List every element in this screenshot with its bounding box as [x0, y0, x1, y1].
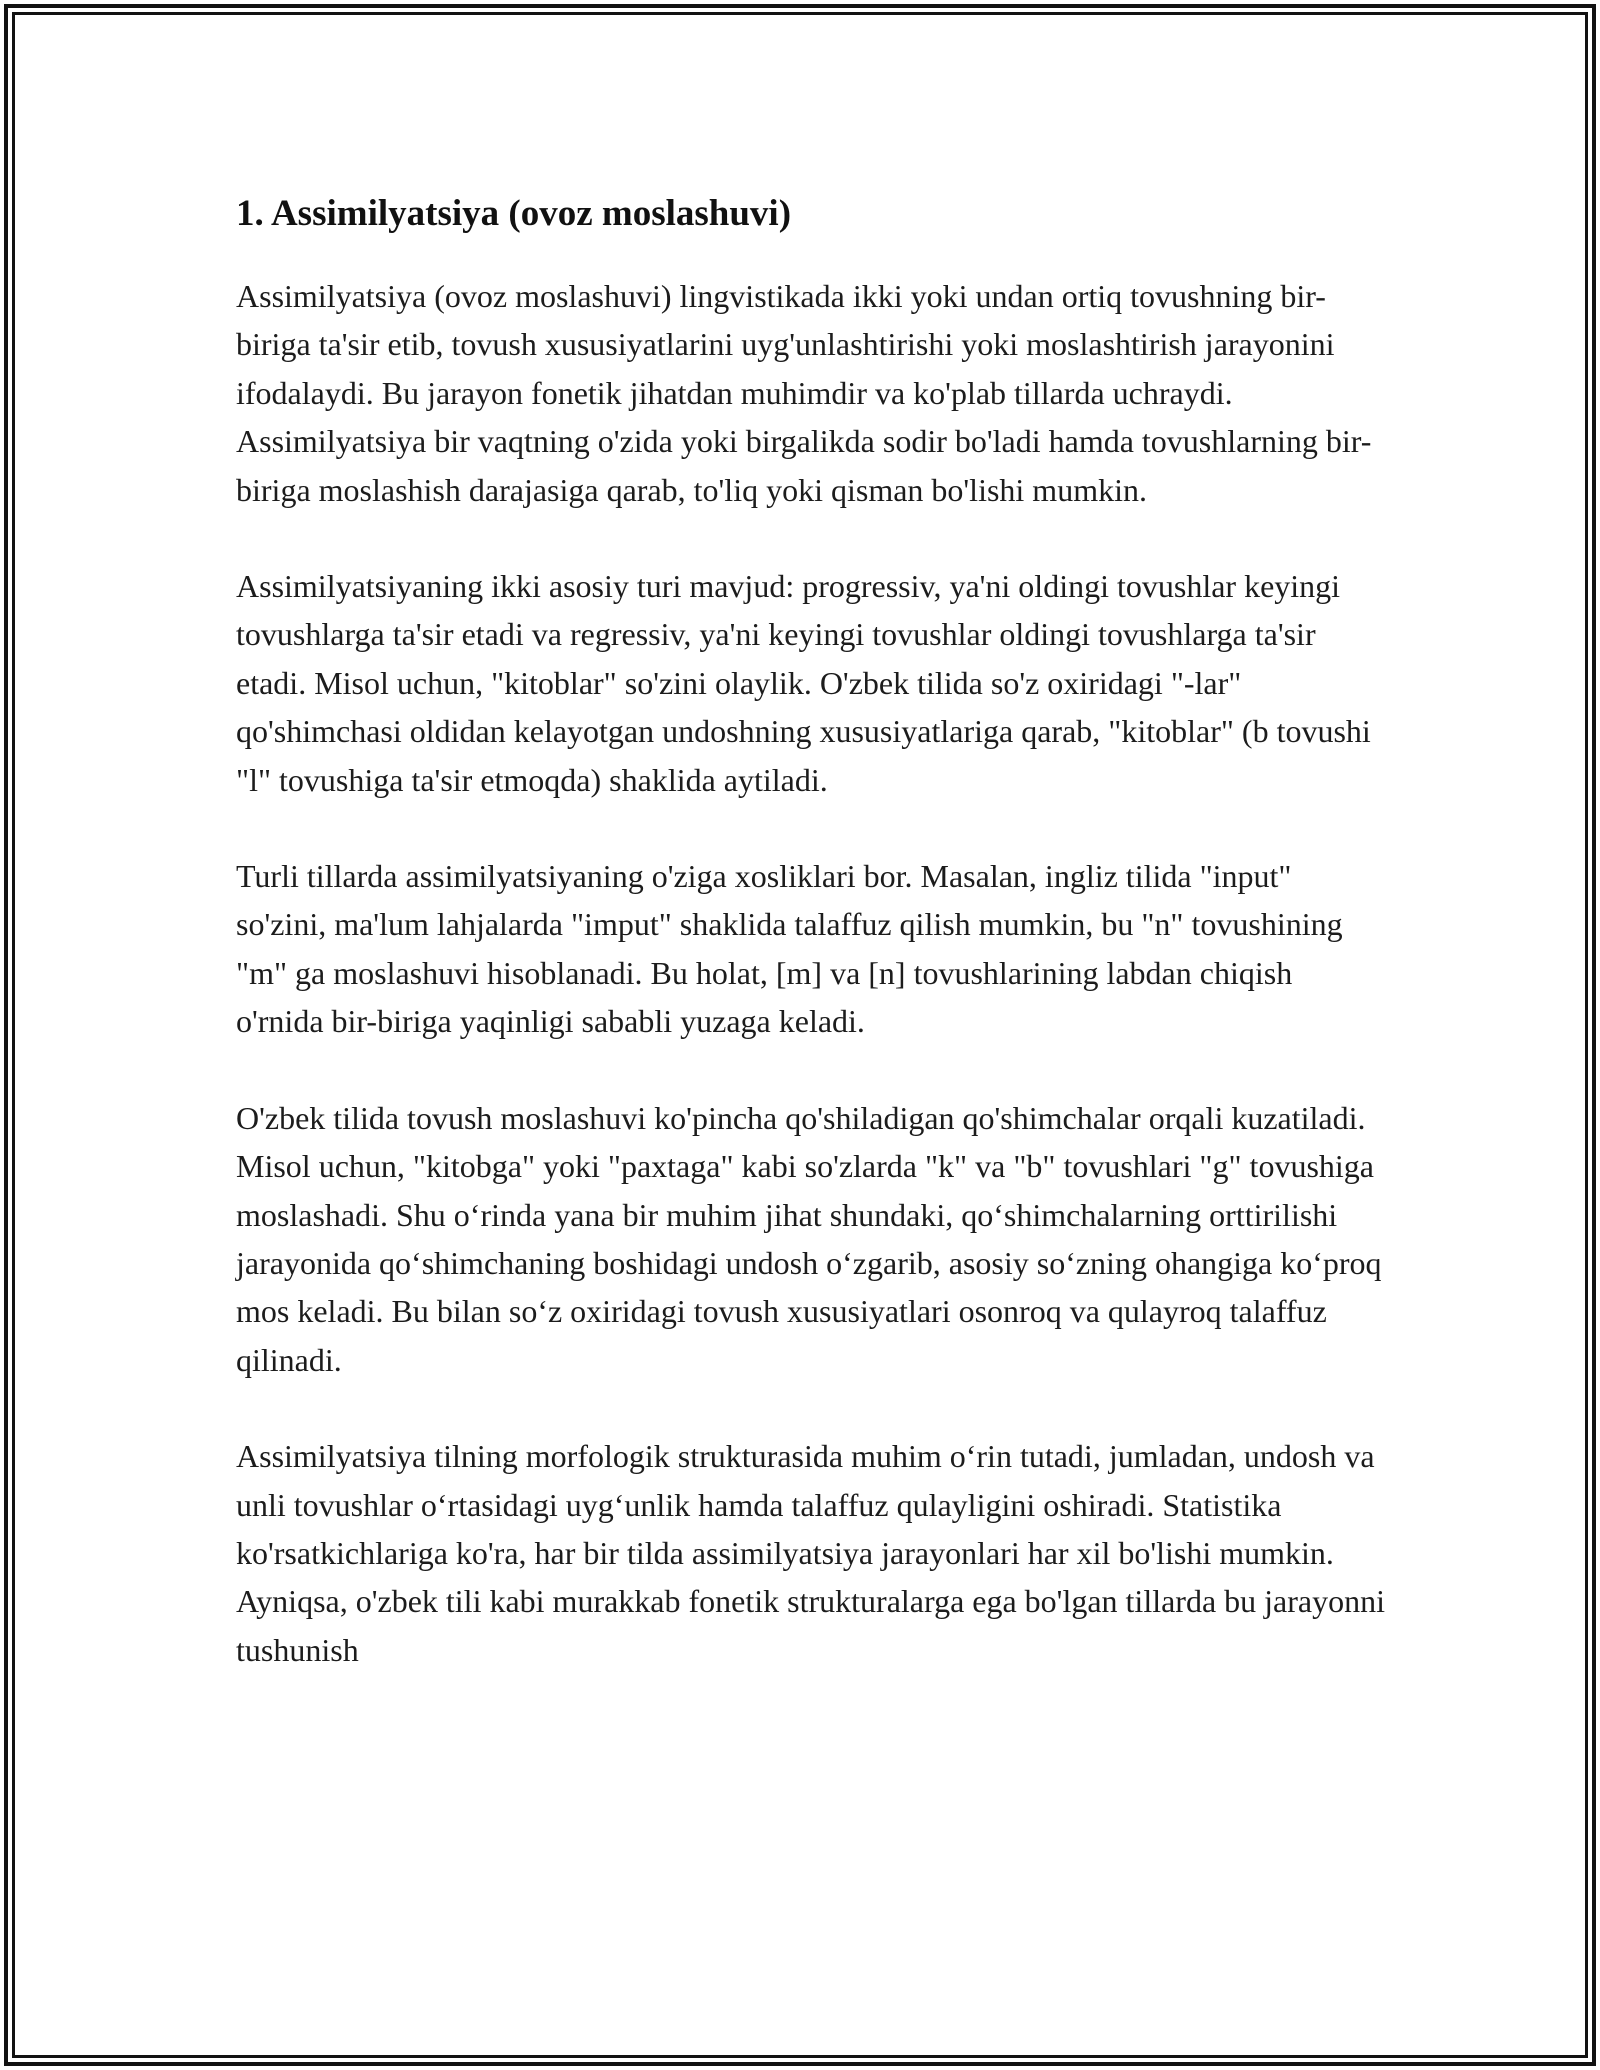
paragraph-other-languages: Turli tillarda assimilyatsiyaning o'ziga xosliklari bor. Masalan, ingliz tilida "input" so'zini, ma'lum lahjalarda "imput" shaklida talaffuz qilish mumkin, bu "n" tovushining "m" ga moslashuvi hisoblanadi. Bu holat, [m] va [n] tovushlarining labdan chiqish o'rnida bir-biriga yaqinligi sababli yuzaga keladi.: [236, 858, 1343, 1040]
paragraph-types: Assimilyatsiyaning ikki asosiy turi mavjud: progressiv, ya'ni oldingi tovushlar keyingi tovushlarga ta'sir etadi va regressiv, ya'ni keyingi tovushlar oldingi tovushlarga ta'sir etadi. Misol uchun, "kitoblar" so'zini olaylik. O'zbek tilida so'z oxiridagi "-lar" qo'shimchasi oldidan kelayotgan undoshning xususiyatlariga qarab, "kitoblar" (b tovushi "l" tovushiga ta'sir etmoqda) shaklida aytiladi.: [236, 568, 1371, 798]
section-heading: 1. Assimilyatsiya (ovoz moslashuvi): [236, 193, 792, 234]
paragraph-uzbek-suffixes: O'zbek tilida tovush moslashuvi ko'pincha qo'shiladigan qo'shimchalar orqali kuzatiladi. Misol uchun, "kitobga" yoki "paxtaga" kabi so'zlarda "k" va "b" tovushlari "g" tovushiga moslashadi. Shu o‘rinda yana bir muhim jihat shundaki, qo‘shimchalarning orttirilishi jarayonida qo‘shimchaning boshidagi undosh o‘zgarib, asosiy so‘zning ohangiga ko‘proq mos keladi. Bu bilan so‘z oxiridagi tovush xususiyatlari osonroq va qulayroq talaffuz qilinadi.: [236, 1099, 1382, 1378]
document-body: [236, 188, 1386, 1674]
paragraph-definition: Assimilyatsiya (ovoz moslashuvi) lingvistikada ikki yoki undan ortiq tovushning bir-biriga ta'sir etib, tovush xususiyatlarini uyg'unlashtirishi yoki moslashtirish jarayonini ifodalaydi. Bu jarayon fonetik jihatdan muhimdir va ko'plab tillarda uchraydi. Assimilyatsiya bir vaqtning o'zida yoki birgalikda sodir bo'ladi hamda tovushlarning bir-biriga moslashish darajasiga qarab, to'liq yoki qisman bo'lishi mumkin.: [236, 278, 1372, 508]
paragraph-morphology: Assimilyatsiya tilning morfologik strukturasida muhim o‘rin tutadi, jumladan, undosh va unli tovushlar o‘rtasidagi uyg‘unlik hamda talaffuz qulayligini oshiradi. Statistika ko'rsatkichlariga ko'ra, har bir tilda assimilyatsiya jarayonlari har xil bo'lishi mumkin. Ayniqsa, o'zbek tili kabi murakkab fonetik strukturalarga ega bo'lgan tillarda bu jarayonni tushunish: [236, 1438, 1385, 1668]
